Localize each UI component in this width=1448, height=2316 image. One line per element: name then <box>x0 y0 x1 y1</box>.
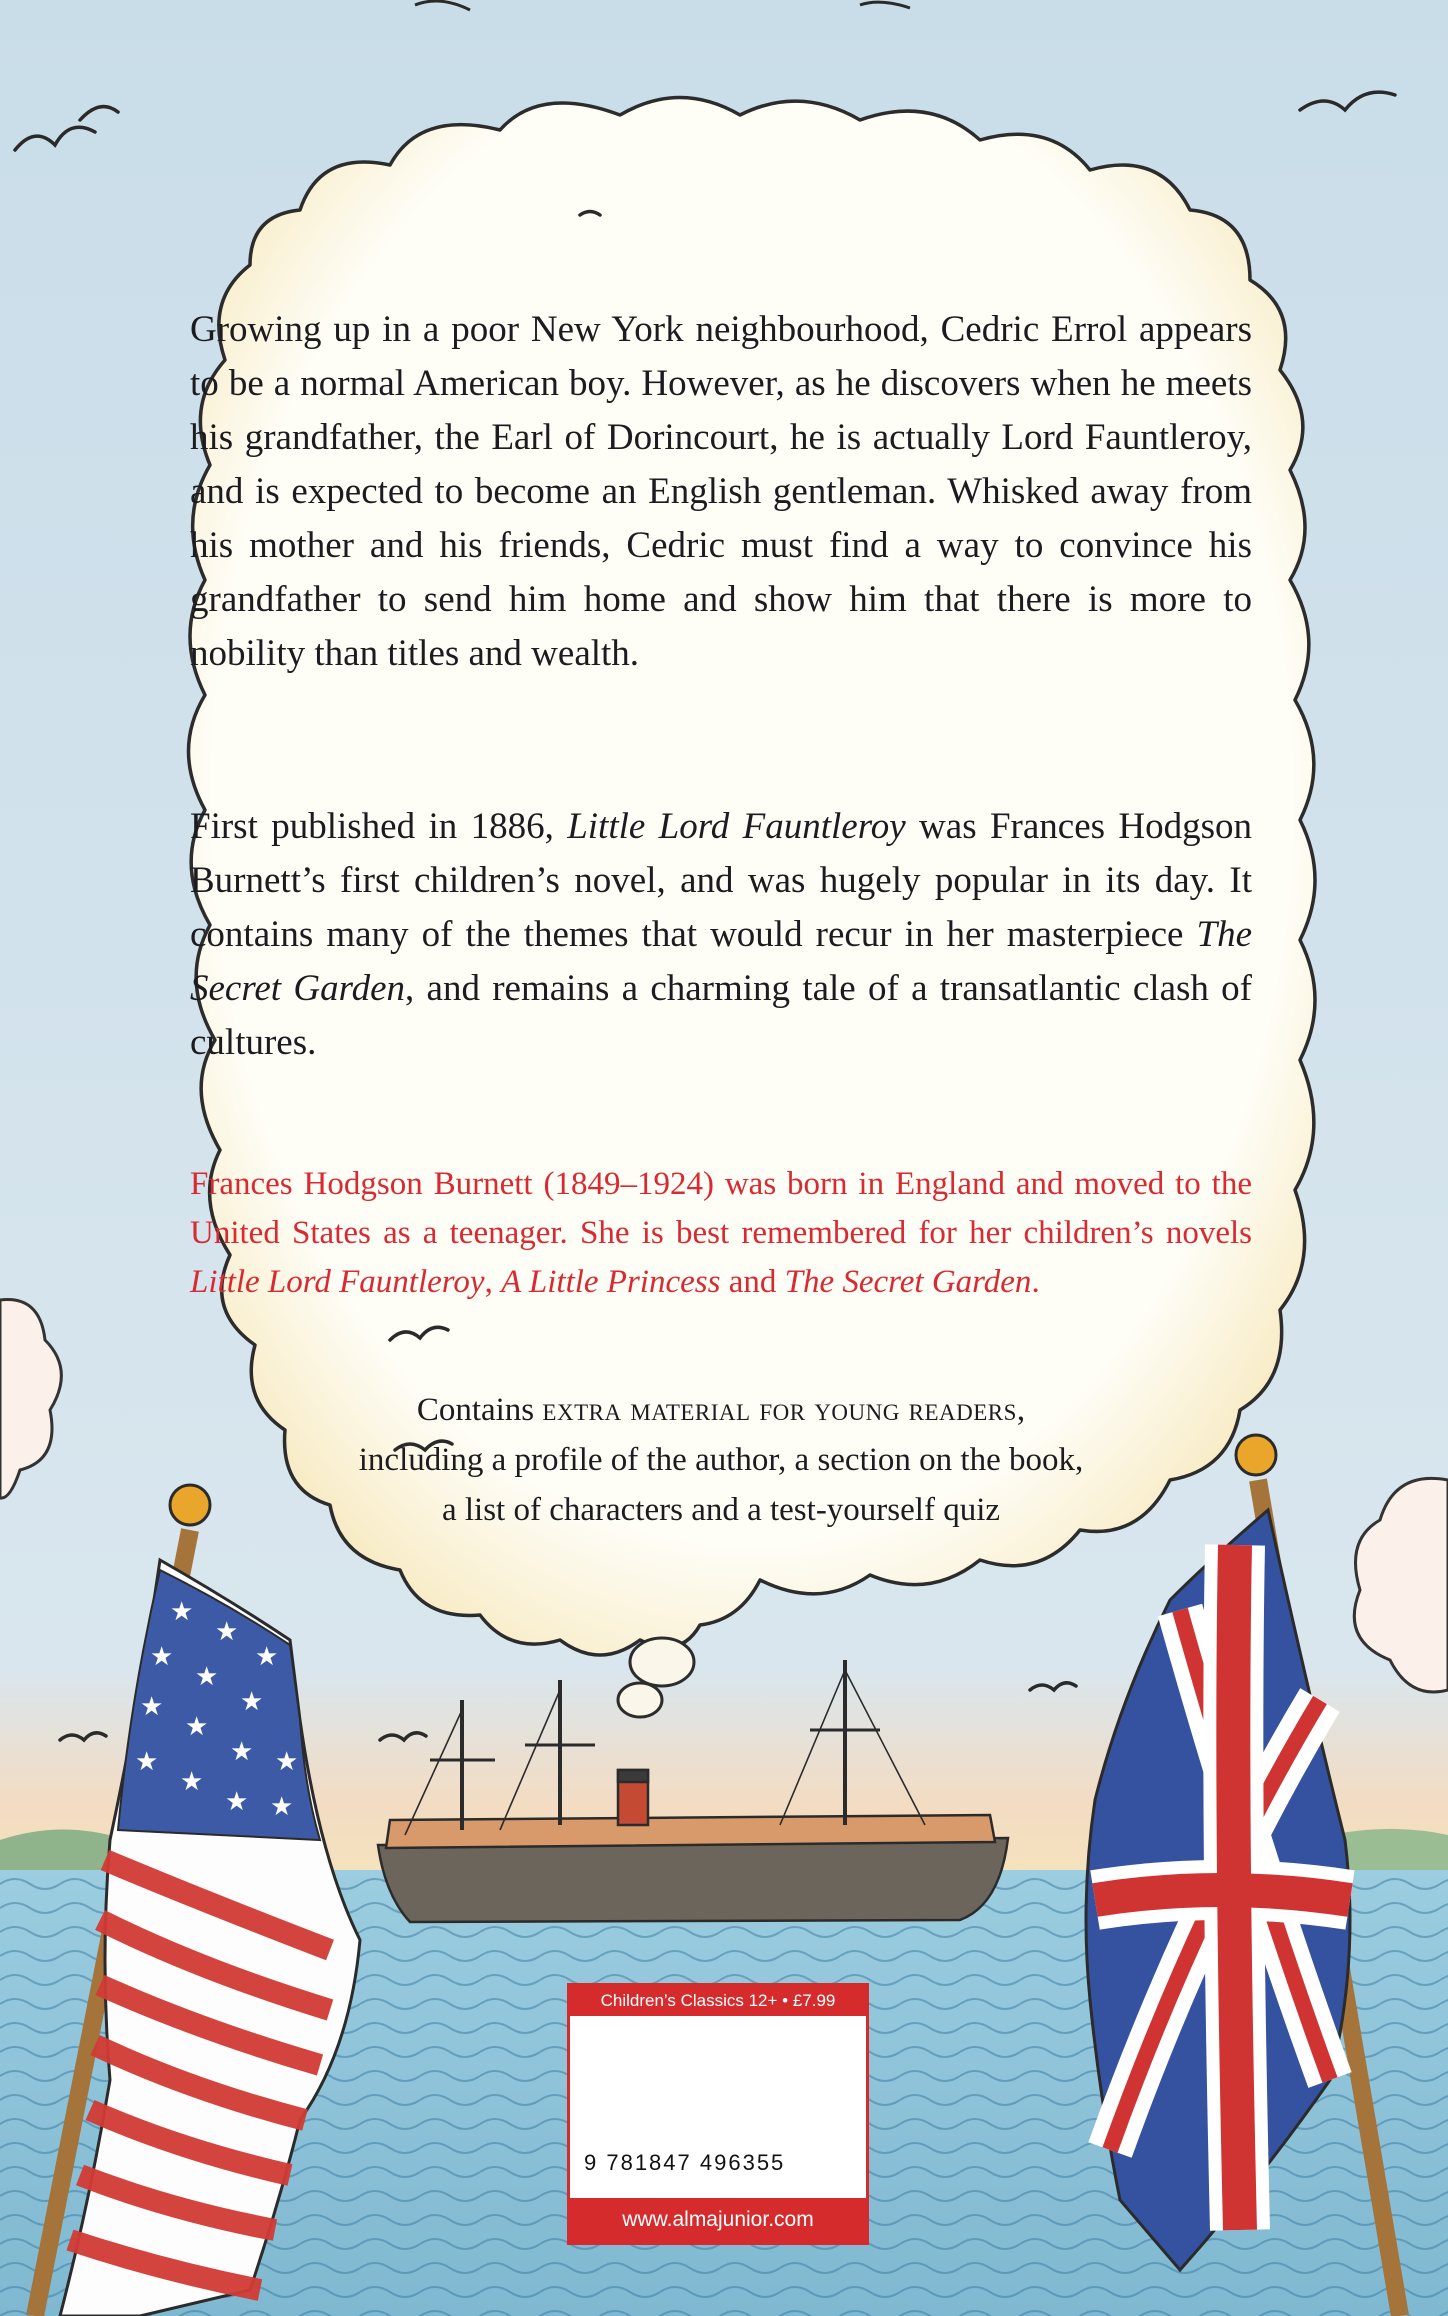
text: including a profile of the author, a section on the book, <box>358 1442 1084 1478</box>
svg-text:★: ★ <box>225 1787 249 1817</box>
text: , <box>484 1264 502 1300</box>
extra-material-note <box>190 1385 1252 1535</box>
book-title: Little Lord Fauntleroy <box>190 1264 485 1300</box>
svg-text:★: ★ <box>185 1712 209 1742</box>
svg-text:★: ★ <box>215 1617 239 1647</box>
svg-text:★: ★ <box>150 1642 174 1672</box>
book-title: Little Lord Fauntleroy <box>567 806 906 847</box>
svg-text:★: ★ <box>270 1792 294 1822</box>
svg-text:★: ★ <box>275 1747 299 1777</box>
barcode-panel <box>567 1983 869 2245</box>
synopsis-paragraph: Growing up in a poor New York neighbourhood, Cedric Errol appears to be a normal American boy. However, as he discovers when he meets his grandfather, the Earl of Dorincourt, he is actually Lord Fauntleroy, and is expected to become an English gentleman. Whisked away from his mother and his friends, Cedric must find a way to convince his grandfather to send him home and show him that there is more to nobility than titles and wealth. <box>190 309 1252 674</box>
text: , <box>1016 1392 1026 1428</box>
svg-text:★: ★ <box>195 1662 219 1692</box>
barcode <box>584 2030 854 2148</box>
price-label: Children’s Classics 12+ • £7.99 <box>570 1986 866 2016</box>
publication-paragraph <box>190 800 1252 1070</box>
svg-text:★: ★ <box>170 1597 194 1627</box>
author-bio <box>190 1160 1252 1307</box>
svg-text:★: ★ <box>240 1687 264 1717</box>
book-title: The Secret Garden <box>190 914 1252 1009</box>
text: . <box>1031 1264 1040 1300</box>
text: Contains <box>416 1392 543 1428</box>
svg-text:★: ★ <box>255 1642 279 1672</box>
extra-material-caps: extra material for young readers <box>542 1392 1017 1428</box>
website-link[interactable]: www.almajunior.com <box>570 2198 866 2242</box>
isbn-number: 9 781847 496355 <box>584 2150 786 2175</box>
text: was Frances Hodgson Burnett’s first children’s novel, and was hugely popular in its day. It contains many of the themes that would recur in her masterpiece <box>190 806 1252 955</box>
svg-text:★: ★ <box>180 1767 204 1797</box>
book-title: A Little Princess <box>501 1264 721 1300</box>
svg-text:★: ★ <box>135 1747 159 1777</box>
text: and <box>720 1264 785 1300</box>
svg-text:★: ★ <box>230 1737 254 1767</box>
text: , and remains a charming tale of a transatlantic clash of cultures. <box>190 968 1252 1063</box>
text: Frances Hodgson Burnett (1849–1924) was born in England and moved to the United States as a teenager. She is best remembered for her children’s novels <box>190 1166 1252 1251</box>
book-title: The Secret Garden <box>784 1264 1032 1300</box>
svg-text:★: ★ <box>140 1692 164 1722</box>
text: a list of characters and a test-yourself quiz <box>441 1492 1001 1528</box>
text: First published in 1886, <box>190 806 568 847</box>
